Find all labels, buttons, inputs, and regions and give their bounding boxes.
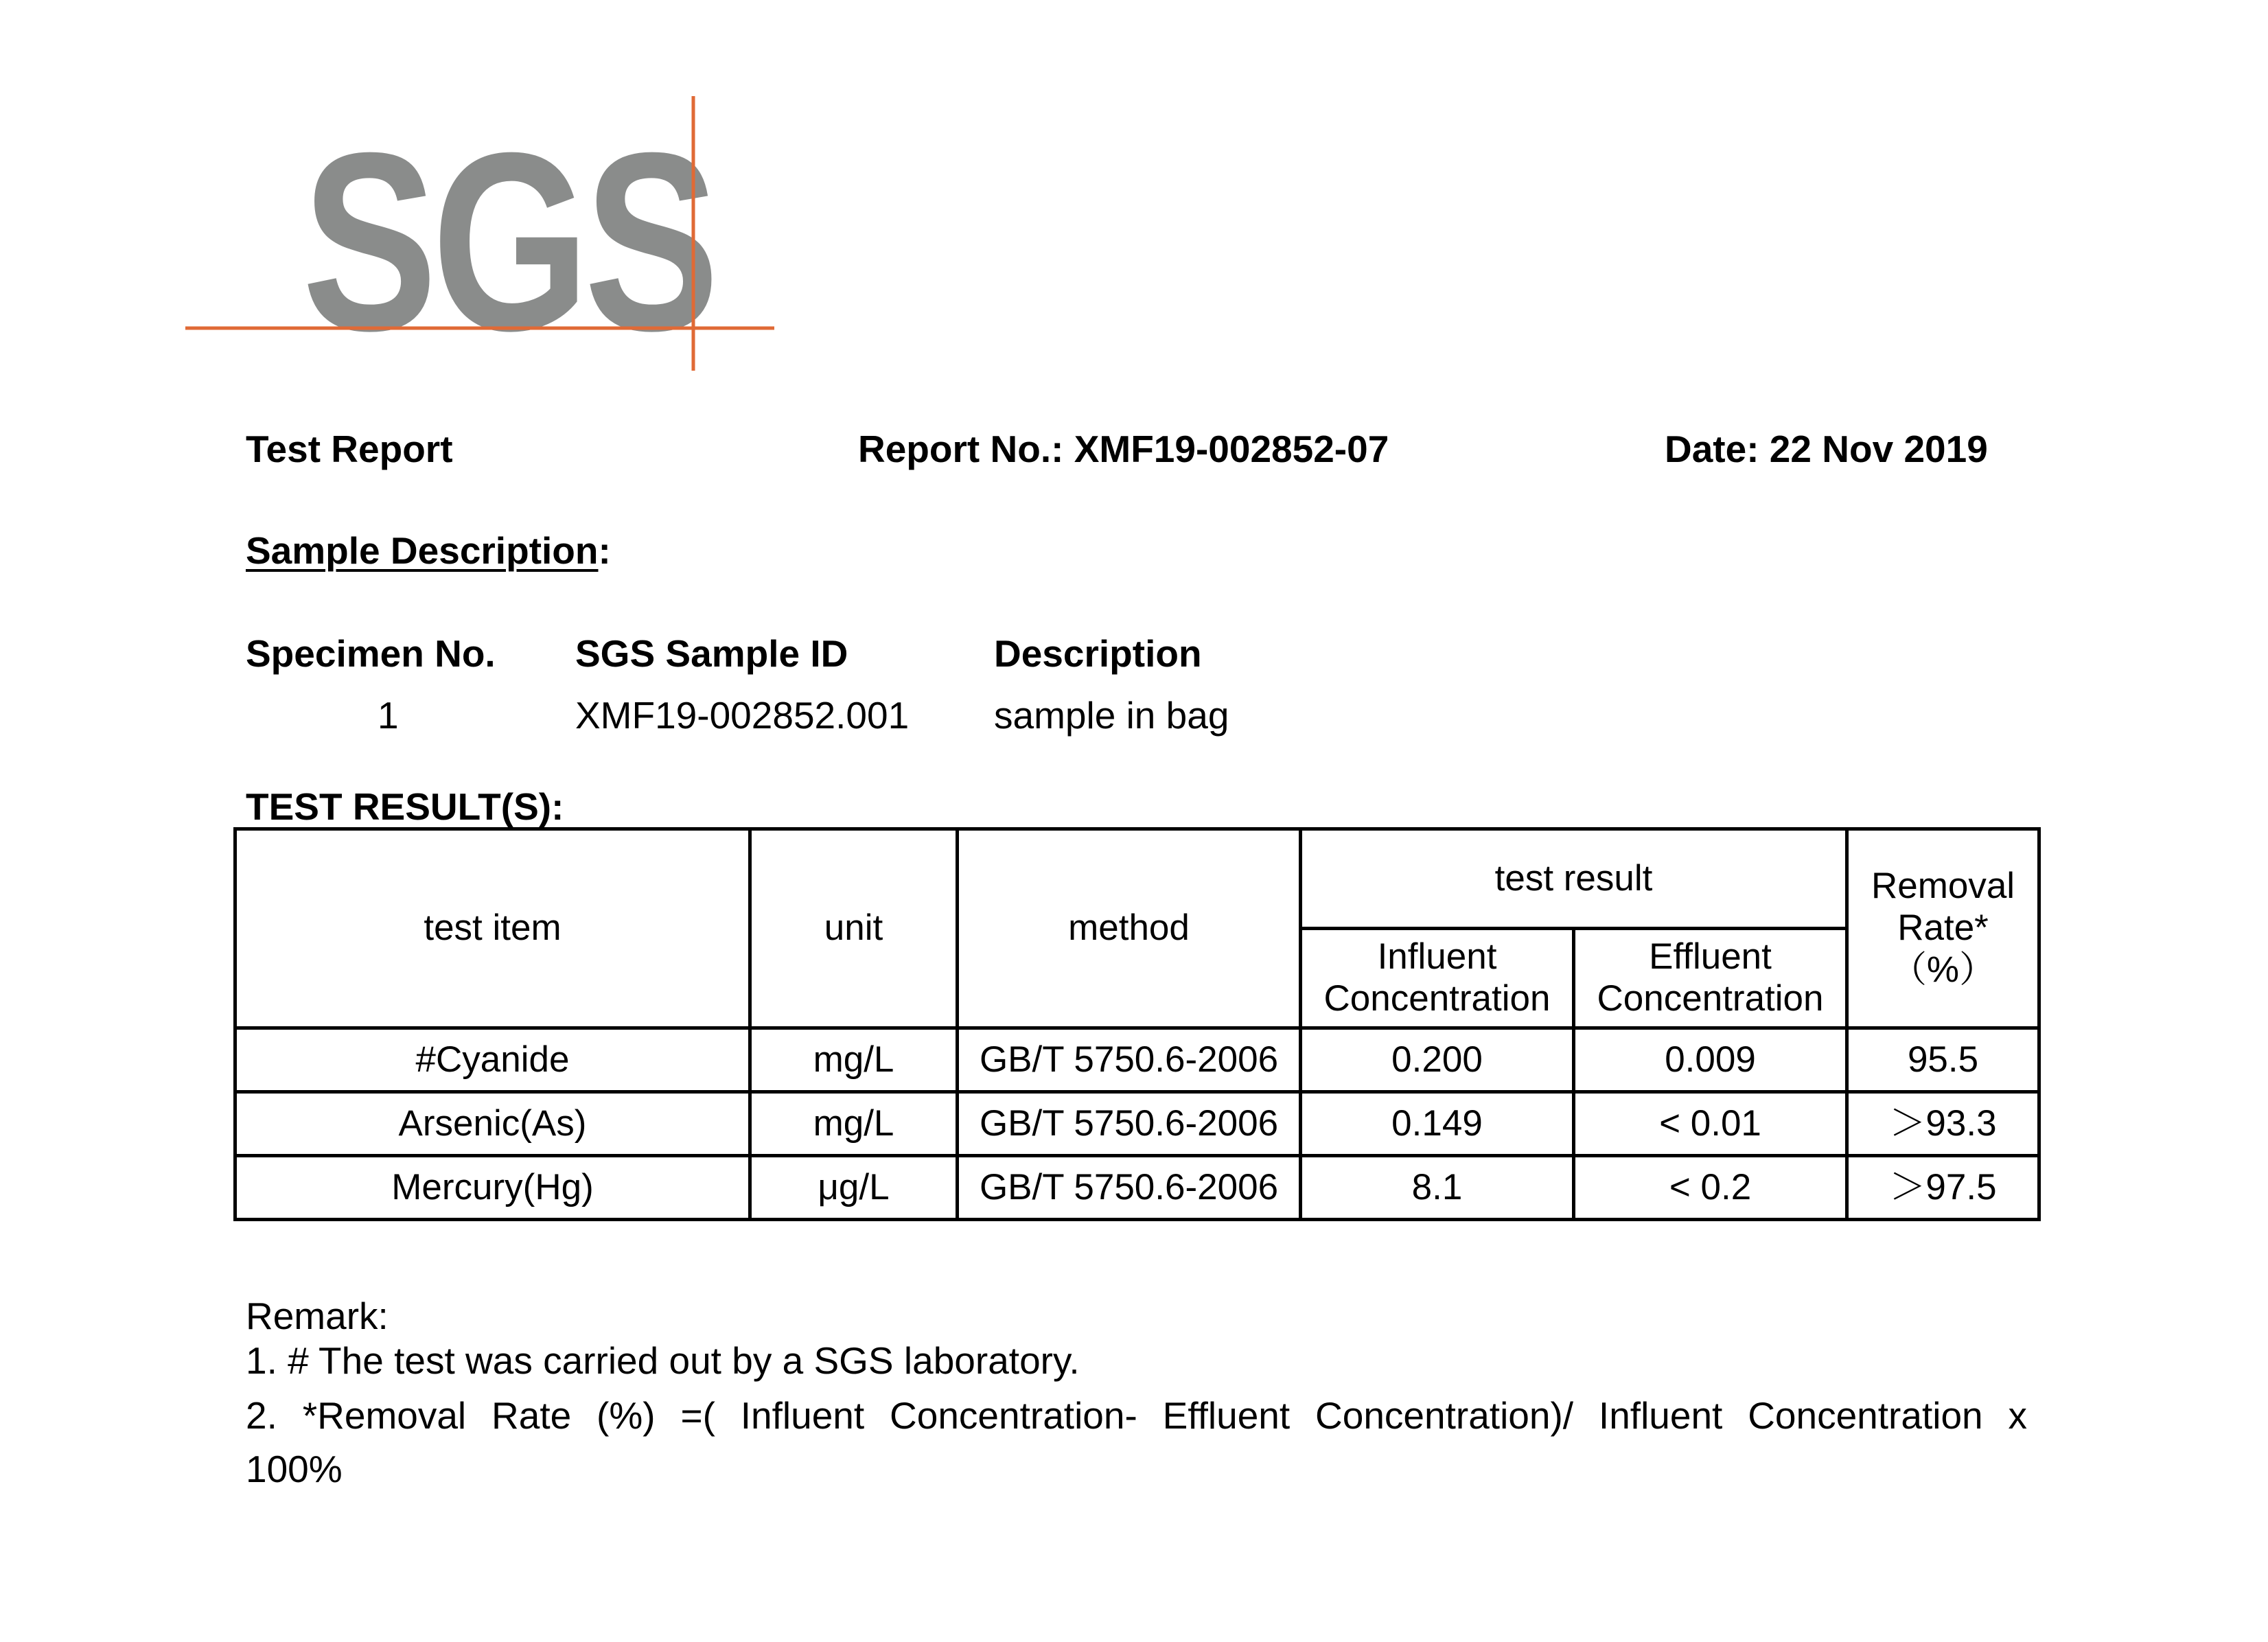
report-number: Report No.: XMF19-002852-07 (858, 428, 1389, 470)
remark-line-2-continued: 100% (246, 1448, 343, 1490)
specimen-no-header: Specimen No. (246, 632, 496, 675)
cell-removal: 95.5 (1847, 1028, 2039, 1092)
header-influent-line1: Influent (1377, 936, 1497, 978)
sgs-logo (185, 96, 776, 378)
header-effluent-line1: Effluent (1649, 936, 1772, 978)
cell-effluent: < 0.01 (1574, 1092, 1847, 1156)
remark-line-1: 1. # The test was carried out by a SGS laboratory. (246, 1339, 1080, 1382)
header-removal-line3: （%） (1890, 949, 1996, 990)
cell-influent: 0.200 (1301, 1028, 1574, 1092)
cell-unit: μg/L (750, 1156, 958, 1220)
cell-unit: mg/L (750, 1092, 958, 1156)
description-header: Description (994, 632, 1202, 675)
logo-text: SGS (302, 100, 715, 378)
test-results-heading: TEST RESULT(S): (246, 785, 564, 828)
header-removal-rate (1847, 829, 2039, 1028)
header-effluent-line2: Concentration (1597, 978, 1824, 1019)
header-removal-line1: Removal (1871, 866, 2015, 907)
description-value: sample in bag (994, 694, 1229, 737)
sample-description-label: Sample Description (246, 529, 599, 572)
cell-method: GB/T 5750.6-2006 (958, 1156, 1301, 1220)
cell-removal: ＞93.3 (1847, 1092, 2039, 1156)
header-removal-line2: Rate* (1897, 907, 1989, 949)
header-test-result: test result (1301, 829, 1847, 929)
header-unit: unit (750, 829, 958, 1028)
cell-unit: mg/L (750, 1028, 958, 1092)
cell-effluent: 0.009 (1574, 1028, 1847, 1092)
report-date: Date: 22 Nov 2019 (1665, 428, 1988, 470)
cell-removal: ＞97.5 (1847, 1156, 2039, 1220)
table-header-row (235, 829, 2039, 929)
table-row (235, 1156, 2039, 1220)
sample-description-colon: : (598, 529, 611, 572)
header-method: method (958, 829, 1301, 1028)
sample-id-value: XMF19-002852.001 (575, 694, 910, 737)
cell-item: #Cyanide (235, 1028, 750, 1092)
header-influent (1301, 929, 1574, 1028)
sample-id-header: SGS Sample ID (575, 632, 848, 675)
header-test-item: test item (235, 829, 750, 1028)
report-title: Test Report (246, 428, 453, 470)
cell-effluent: < 0.2 (1574, 1156, 1847, 1220)
header-effluent (1574, 929, 1847, 1028)
header-influent-line2: Concentration (1323, 978, 1551, 1019)
cell-method: GB/T 5750.6-2006 (958, 1092, 1301, 1156)
cell-method: GB/T 5750.6-2006 (958, 1028, 1301, 1092)
table-row (235, 1028, 2039, 1092)
cell-item: Arsenic(As) (235, 1092, 750, 1156)
remark-line-2: 2. *Removal Rate (%) =( Influent Concentration- Effluent Concentration)/ Influent Concentration x (246, 1394, 2027, 1437)
cell-influent: 0.149 (1301, 1092, 1574, 1156)
cell-item: Mercury(Hg) (235, 1156, 750, 1220)
specimen-no-value: 1 (378, 694, 399, 737)
remark-title: Remark: (246, 1295, 389, 1337)
table-row (235, 1092, 2039, 1156)
results-table (233, 827, 2041, 1221)
sample-description-heading (246, 529, 611, 573)
cell-influent: 8.1 (1301, 1156, 1574, 1220)
